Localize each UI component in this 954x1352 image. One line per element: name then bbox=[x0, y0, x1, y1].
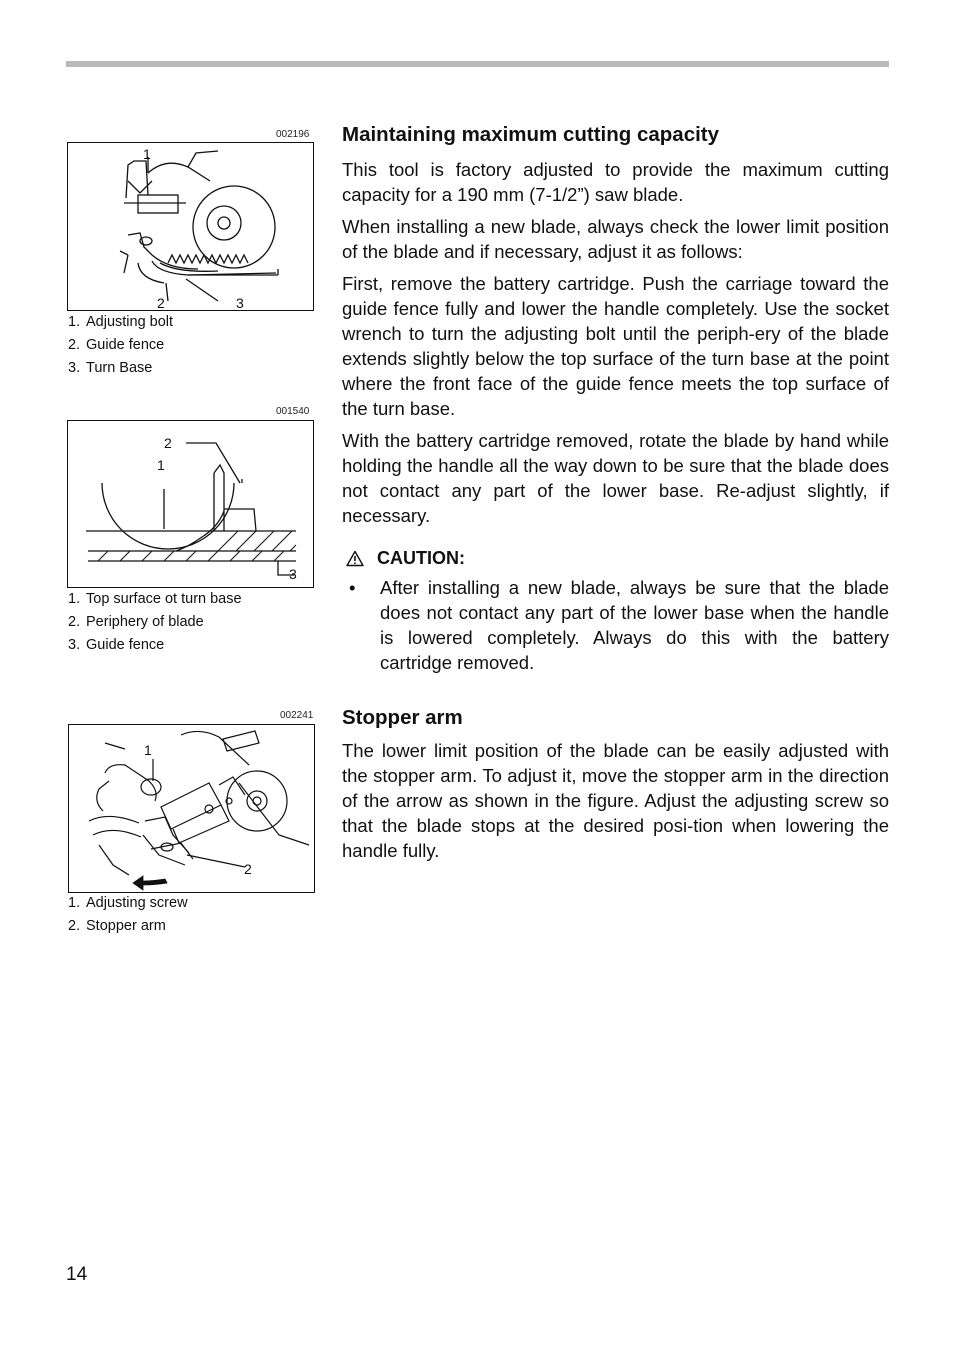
paragraph: When installing a new blade, always check the lower limit position of the blade and if necessary, adjust it as follows: bbox=[342, 216, 889, 262]
legend-item: 2. Guide fence bbox=[68, 337, 165, 353]
caution-text: After installing a new blade, always be sure that the blade does not contact any part of the lower base when the handle is lowered completely. Always do this with the battery cartridge removed. bbox=[380, 577, 889, 673]
figure-2-callout-2: 2 bbox=[164, 435, 172, 451]
figure-3-code: 002241 bbox=[280, 710, 314, 721]
figure-3-callout-2: 2 bbox=[244, 861, 252, 877]
legend-item: 1. Top surface ot turn base bbox=[68, 591, 242, 607]
section-maintaining-capacity bbox=[342, 122, 889, 528]
legend-item: 3. Turn Base bbox=[68, 360, 153, 376]
paragraph: The lower limit position of the blade can be easily adjusted with the stopper arm. To adjust it, move the stopper arm in the direction of the arrow as shown in the figure. Adjust the adjusting screw so that the blade stops at the desired posi-tion when lowering the handle fully. bbox=[342, 740, 889, 861]
legend-item: 2. Stopper arm bbox=[68, 918, 166, 934]
legend-item: 2. Periphery of blade bbox=[68, 614, 204, 630]
blade-periphery-diagram bbox=[68, 421, 315, 589]
figure-1-legend bbox=[68, 311, 173, 380]
figure-1-callout-1: 1 bbox=[143, 146, 151, 162]
figure-1-callout-3: 3 bbox=[236, 295, 244, 311]
figure-3-legend bbox=[68, 892, 188, 938]
legend-item: 3. Guide fence bbox=[68, 637, 165, 653]
figure-2-callout-1: 1 bbox=[157, 457, 165, 473]
stopper-arm-drawing bbox=[69, 725, 316, 894]
bullet: • bbox=[349, 577, 356, 598]
figure-2-legend bbox=[68, 588, 242, 657]
paragraph: First, remove the battery cartridge. Push the carriage toward the guide fence fully and lower the handle completely. Use the socket wrench to turn the adjusting bolt until the periph-ery of the blade extends slightly below the top surface of the turn base at the point where the front face of the guide fence meets the top surface of the turn base. bbox=[342, 273, 889, 419]
caution-heading bbox=[346, 546, 465, 570]
figure-2-callout-3: 3 bbox=[289, 566, 297, 582]
caution-label: CAUTION: bbox=[377, 548, 465, 568]
figure-2-code: 001540 bbox=[276, 406, 310, 417]
section-stopper-arm bbox=[342, 705, 889, 863]
figure-3-stopper-arm-illustration bbox=[68, 724, 315, 893]
legend-item: 1. Adjusting screw bbox=[68, 895, 188, 911]
paragraph: This tool is factory adjusted to provide the maximum cutting capacity for a 190 mm (7-1/2”) saw blade. bbox=[342, 159, 889, 205]
section-heading: Stopper arm bbox=[342, 706, 463, 729]
page-number: 14 bbox=[66, 1264, 88, 1285]
legend-item: 1. Adjusting bolt bbox=[68, 314, 174, 330]
figure-3-callout-1: 1 bbox=[144, 742, 152, 758]
warning-triangle-icon bbox=[346, 550, 364, 567]
figure-1-adjusting-bolt-illustration bbox=[67, 142, 314, 311]
header-rule bbox=[66, 61, 889, 67]
saw-blade-adjusting-bolt-drawing bbox=[68, 143, 315, 312]
section-heading: Maintaining maximum cutting capacity bbox=[342, 123, 720, 146]
caution-item bbox=[349, 575, 889, 675]
figure-2-blade-periphery-illustration bbox=[67, 420, 314, 588]
paragraph: With the battery cartridge removed, rotate the blade by hand while holding the handle all the way down to be sure that the blade does not contact any part of the lower base. Re-adjust slightly, if necessary. bbox=[342, 430, 889, 526]
figure-1-code: 002196 bbox=[276, 129, 310, 140]
figure-1-callout-2: 2 bbox=[157, 295, 165, 311]
